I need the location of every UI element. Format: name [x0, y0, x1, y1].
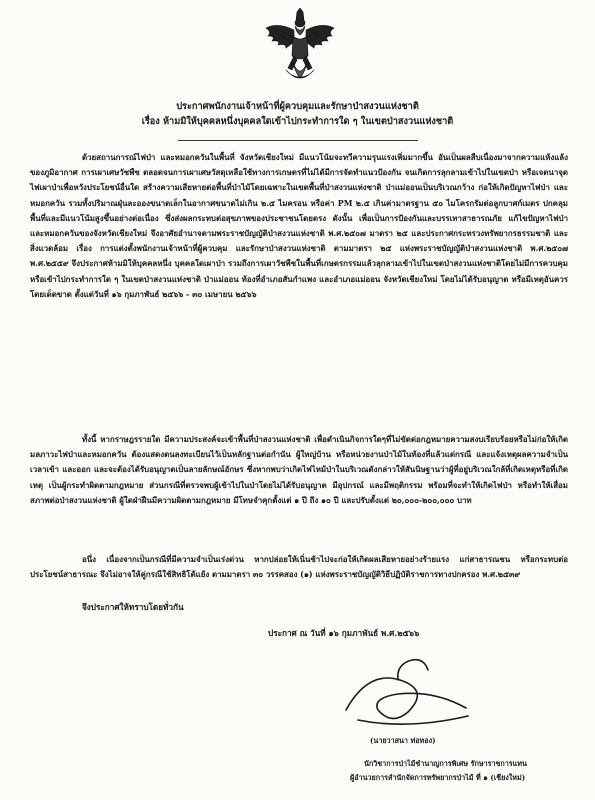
- body-paragraph-3: อนึ่ง เนื่องจากเป็นกรณีที่มีความจำเป็นเร่งด่วน หากปล่อยให้เนิ่นช้าไปจะก่อให้เกิดผลเสียหายอย่างร้ายแรง แก่สาธารณชน หรือกระทบต่อประโยชน์สาธารณะ จึงไม่อาจให้คู่กรณีใช้สิทธิโต้แย้ง ตามมาตรา ๓๐ วรรคสอง (๑) แห่งพระราชบัญญัติวิธีปฏิบัติราชการทางปกครอง พ.ศ.๒๕๓๙: [30, 555, 568, 580]
- announcement-title: ประกาศพนักงานเจ้าหน้าที่ผู้ควบคุมและรักษาป่าสงวนแห่งชาติ: [176, 101, 419, 112]
- garuda-emblem-icon: [264, 8, 336, 86]
- announcement-closing: จึงประกาศให้ทราบโดยทั่วกัน: [82, 602, 184, 612]
- title-divider: [178, 140, 418, 141]
- announcement-subject: เรื่อง ห้ามมิให้บุคคลหนึ่งบุคคลใดเข้าไปกระทำการใด ๆ ในเขตป่าสงวนแห่งชาติ: [141, 116, 454, 127]
- body-paragraph-1: ด้วยสถานการณ์ไฟป่า และหมอกควันในพื้นที่ จังหวัดเชียงใหม่ มีแนวโน้มจะทวีความรุนแรงเพิ่มมากขึ้น อันเป็นผลสืบเนื่องมาจากความแห้งแล้งของภูมิอากาศ การเผาเศษวัชพืช ตลอดจนการเผาเศษวัสดุเหลือใช้ทางการเกษตรที่ไม่ได้มีการจัดทำแนวป้องกัน จนเกิดการลุกลามเข้าไปในเขตป่า หรือเจตนาจุดไฟเผาป่าเพื่อหวังประโยชน์อื่นใด สร้างความเสียหายต่อพื้นที่ป่าไม้โดยเฉพาะในเขตพื้นที่ป่าสงวนแห่งชาติ ป่าแม่ออนเป็นบริเวณกว้าง ก่อให้เกิดปัญหาไฟป่า และหมอกควัน รวมทั้งปริมาณฝุ่นละอองขนาดเล็กในอากาศขนาดไม่เกิน ๒.๕ ไมครอน หรือค่า PM ๒.๕ เกินค่ามาตรฐาน ๕๐ ไมโครกรัมต่อลูกบาศก์เมตร ปกคลุมพื้นที่และมีแนวโน้มสูงขึ้นอย่างต่อเนื่อง ซึ่งส่งผลกระทบต่อสุขภาพของประชาชนโดยตรง ดังนั้น เพื่อเป็นการป้องกันและบรรเทาสาธารณภัย แก้ไขปัญหาไฟป่า และหมอกควันของจังหวัดเชียงใหม่ จึงอาศัยอำนาจตามพระราชบัญญัติป่าสงวนแห่งชาติ พ.ศ.๒๕๐๗ มาตรา ๒๕ และประกาศกระทรวงทรัพยากรธรรมชาติ และสิ่งแวดล้อม เรื่อง การแต่งตั้งพนักงานเจ้าหน้าที่ผู้ควบคุม และรักษาป่าสงวนแห่งชาติ ตามมาตรา ๒๕ แห่งพระราชบัญญัติป่าสงวนแห่งชาติ พ.ศ.๒๕๐๗ พ.ศ.๒๕๕๙ จึงประกาศห้ามมิให้บุคคลหนึ่ง บุคคลใดเผาป่า รวมถึงการเผาวัชพืชในพื้นที่เกษตรกรรมแล้วลุกลามเข้าไปในเขตป่าสงวนแห่งชาติโดยไม่มีการควบคุมหรือเข้าไปกระทำการใด ๆ ในเขตป่าสงวนแห่งชาติ ป่าแม่ออน ท้องที่อำเภอสันกำแพง และอำเภอแม่ออน จังหวัดเชียงใหม่ โดยไม่ได้รับอนุญาต หรือมีเหตุอันควร โดยเด็ดขาด ตั้งแต่วันที่ ๑๖ กุมภาพันธ์ ๒๕๖๖ - ๓๐ เมษายน ๒๕๖๖: [30, 153, 568, 299]
- handwritten-signature: [338, 650, 478, 732]
- signer-position-1: นักวิชาการป่าไม้ชำนาญการพิเศษ รักษาราชการแทน: [364, 759, 527, 768]
- signer-name: (นายวาสนา ท่อทอง): [370, 736, 436, 745]
- announcement-date: ประกาศ ณ วันที่ ๑๖ กุมภาพันธ์ พ.ศ.๒๕๖๖: [268, 628, 420, 638]
- body-paragraph-2: ทั้งนี้ หากราษฎรรายใด มีความประสงค์จะเข้าพื้นที่ป่าสงวนแห่งชาติ เพื่อดำเนินกิจการใดๆที่ไม่ขัดต่อกฎหมายความสงบเรียบร้อยหรือไม่ก่อให้เกิดมลภาวะไฟป่าและหมอกควัน ต้องแสดงตนลงทะเบียนไว้เป็นหลักฐานต่อกำนัน ผู้ใหญ่บ้าน หรือหน่วยงานป่าไม้ในท้องที่แล้วแต่กรณี และแจ้งเหตุผลความจำเป็นเวลาเข้า และออก และจะต้องได้รับอนุญาตเป็นลายลักษณ์อักษร ซึ่งหากพบว่าเกิดไฟไหม้ป่าในบริเวณดังกล่าวให้สันนิษฐานว่าผู้ที่อยู่บริเวณใกล้ที่เกิดเหตุหรือที่เกิดเหตุ เป็นผู้กระทำผิดตามกฎหมาย ส่วนกรณีที่ตรวจพบผู้เข้าไปในป่าโดยไม่ได้รับอนุญาต มีอุปกรณ์ และมีพฤติกรรม พร้อมที่จะทำให้เกิดไฟป่า หรือทำให้เสื่อมสภาพต่อป่าสงวนแห่งชาติ ผู้ใดฝ่าฝืนมีความผิดตามกฎหมาย มีโทษจำคุกตั้งแต่ ๑ ปี ถึง ๑๐ ปี และปรับตั้งแต่ ๒๐,๐๐๐-๒๐๐,๐๐๐ บาท: [30, 435, 568, 505]
- signer-position-2: ผู้อำนวยการสำนักจัดการทรัพยากรป่าไม้ ที่ ๑ (เชียงใหม่): [350, 773, 526, 782]
